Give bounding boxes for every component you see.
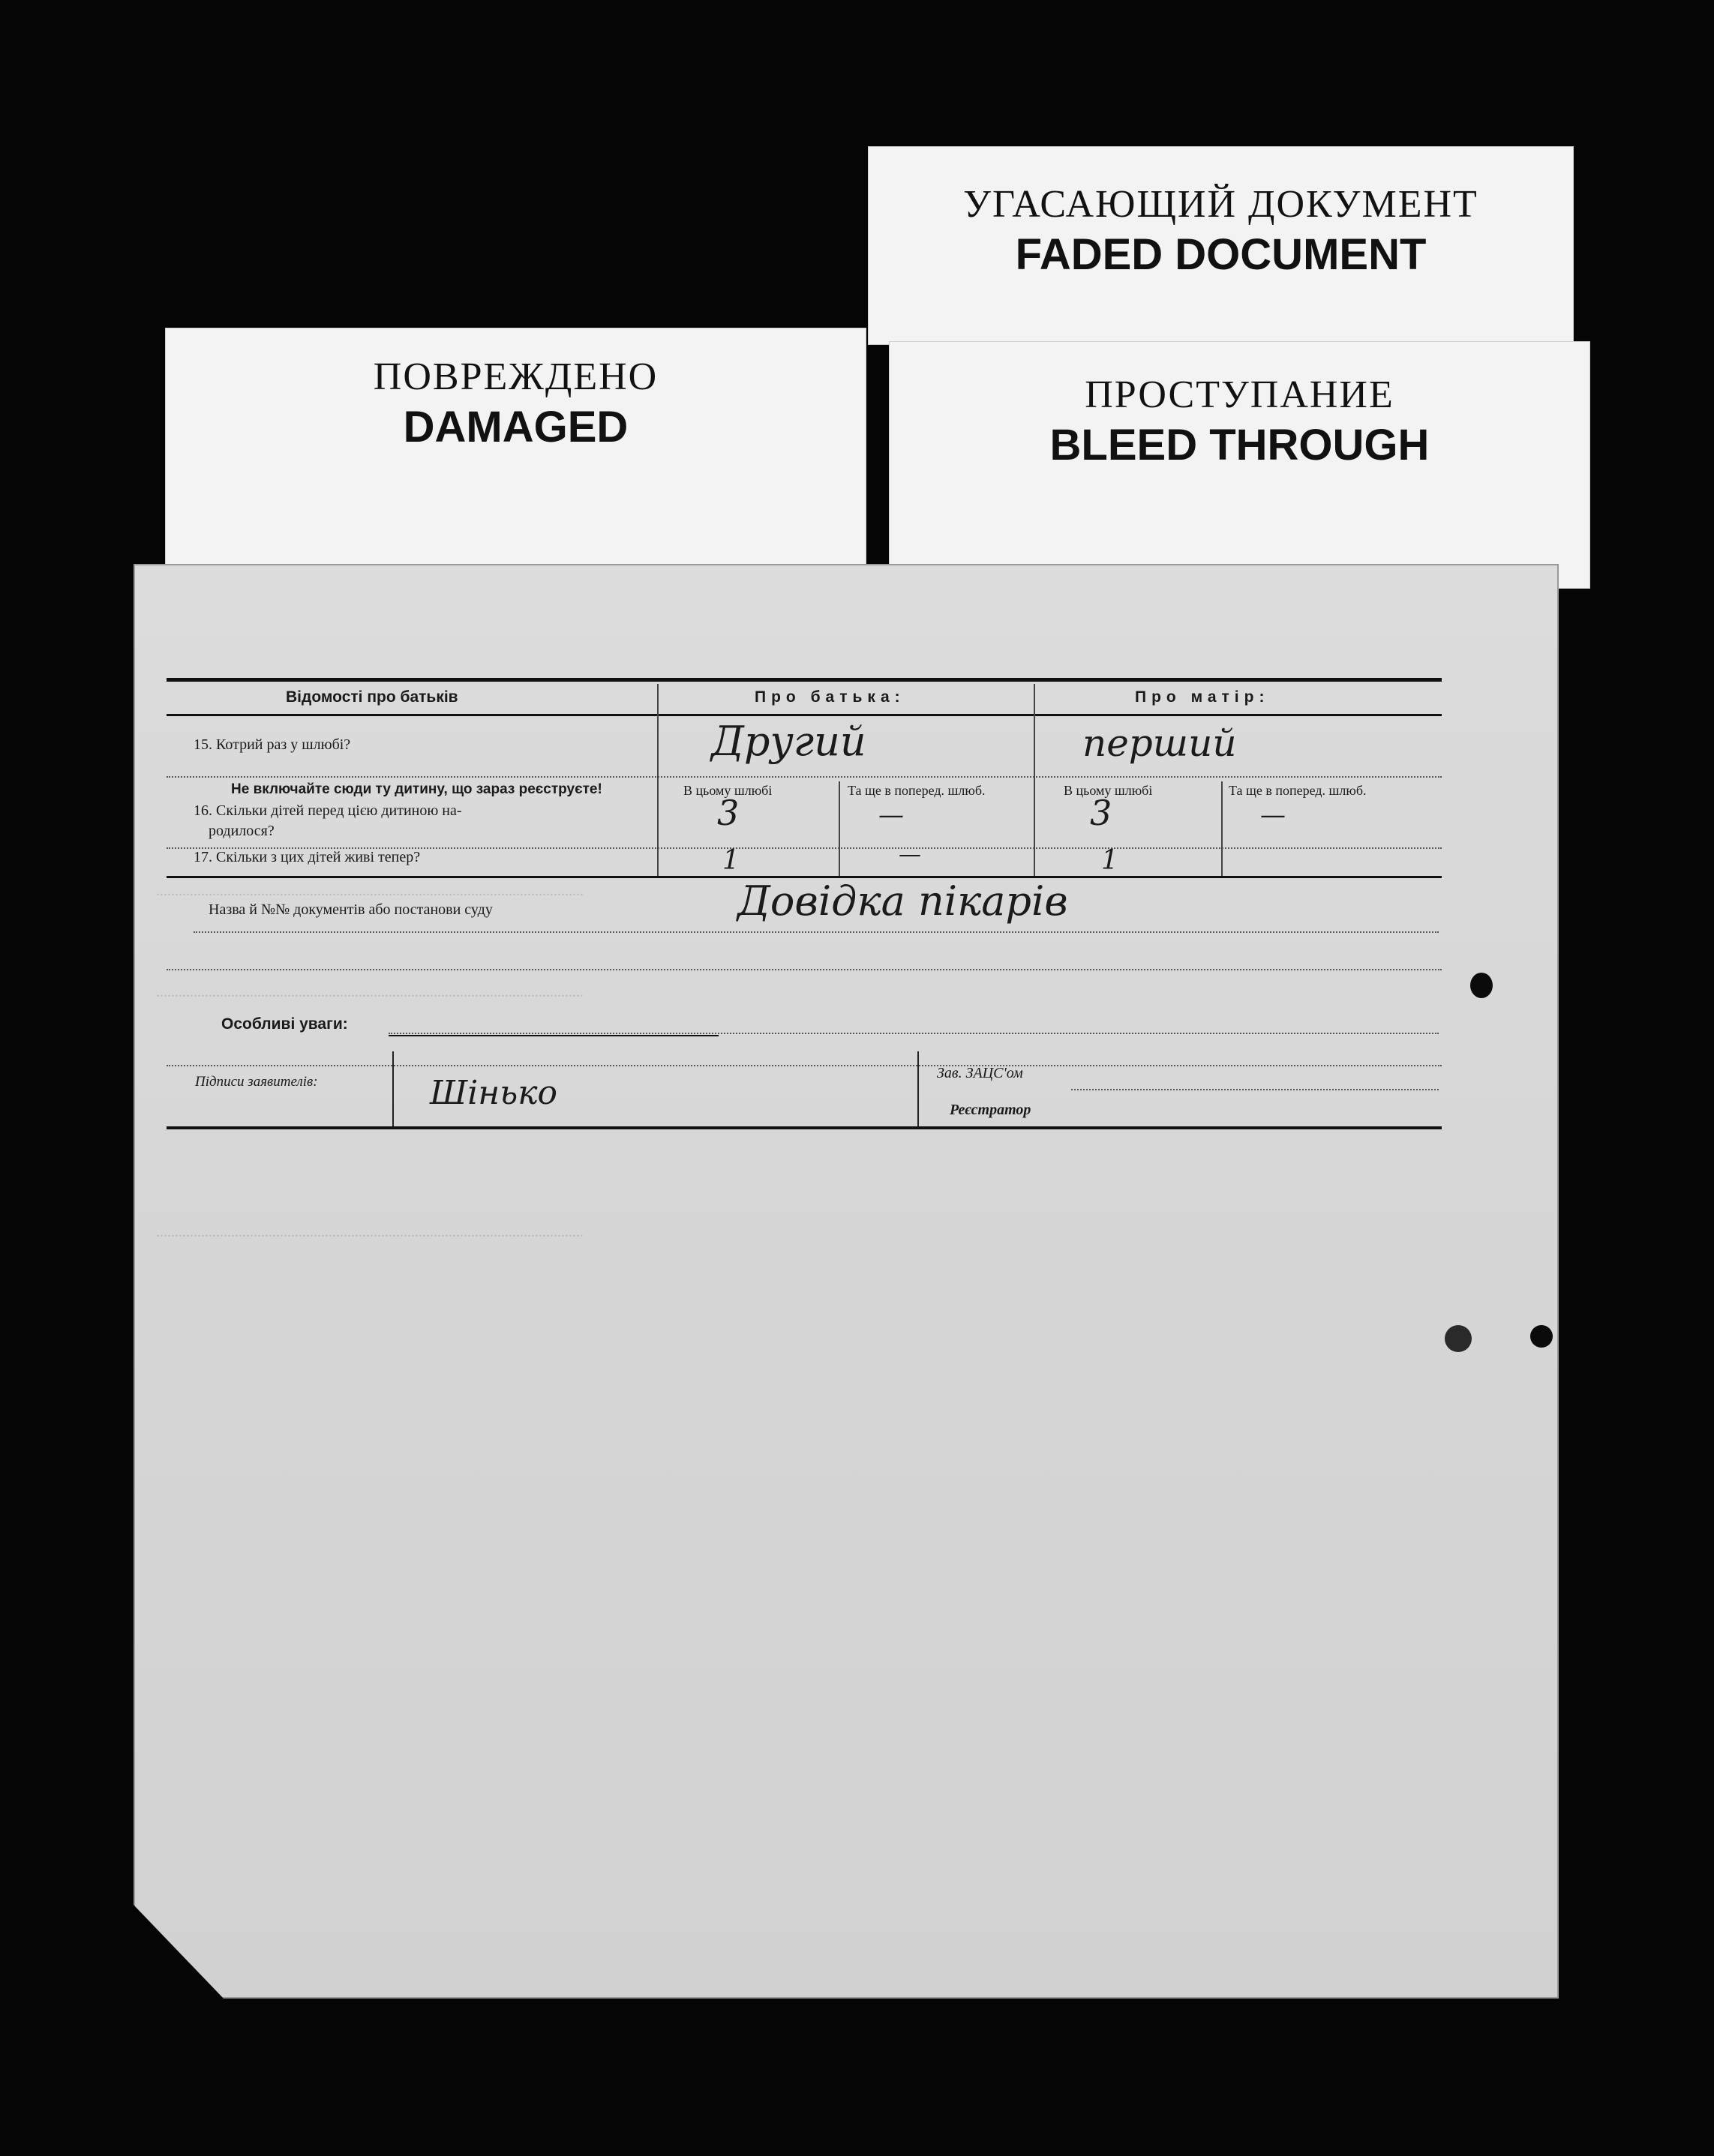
bleed-through-label xyxy=(889,341,1590,589)
father-this-marriage-head: В цьому шлюбі xyxy=(683,783,773,798)
bleed-label-en: BLEED THROUGH xyxy=(1049,421,1430,469)
bleed-through-text: .................................................................................................................. xyxy=(156,1224,584,1240)
q16-mother-this-value: 3 xyxy=(1090,793,1112,833)
q17-father-prev-value: — xyxy=(899,841,921,868)
faded-label-ru: УГАСАЮЩИЙ ДОКУМЕНТ xyxy=(963,183,1478,226)
zags-line xyxy=(1071,1089,1439,1090)
damaged-label-ru: ПОВРЕЖДЕНО xyxy=(373,355,659,398)
documents-line xyxy=(167,969,1442,970)
row-separator xyxy=(167,776,1442,778)
signature-box-left xyxy=(392,1051,394,1126)
q16-father-this-value: 3 xyxy=(717,793,740,833)
zags-head-label: Зав. ЗАЦС'ом xyxy=(937,1065,1023,1081)
father-prev-marriage-head: Та ще в поперед. шлюб. xyxy=(848,783,986,798)
folded-corner xyxy=(134,1905,224,1999)
mother-this-marriage-head: В цьому шлюбі xyxy=(1064,783,1153,798)
mother-prev-marriage-head: Та ще в поперед. шлюб. xyxy=(1229,783,1367,798)
form-bottom-rule xyxy=(167,1126,1442,1129)
damaged-label xyxy=(165,328,866,575)
remarks-stroke xyxy=(389,1035,719,1036)
bleed-label-ru: ПРОСТУПАНИЕ xyxy=(1085,373,1394,416)
registrar-label: Реєстратор xyxy=(950,1102,1031,1118)
punch-hole xyxy=(1470,973,1493,998)
column-divider xyxy=(839,781,840,877)
signatures-label: Підписи заявителів: xyxy=(195,1074,318,1090)
q16-label-line2: родилося? xyxy=(209,823,275,839)
documents-line xyxy=(194,931,1439,933)
q17-label: 17. Скільки з цих дітей живі тепер? xyxy=(194,849,421,865)
header-father: Про батька: xyxy=(755,688,905,706)
q15-father-value: Другий xyxy=(711,718,866,765)
punch-hole xyxy=(1530,1325,1553,1348)
q16-label-line1: 16. Скільки дітей перед цією дитиною на- xyxy=(194,802,462,819)
header-bottom-rule xyxy=(167,714,1442,716)
remarks-label: Особливі уваги: xyxy=(221,1015,348,1033)
faded-document-label xyxy=(868,146,1574,345)
q17-father-this-value: 1 xyxy=(722,845,740,876)
signature-value: Шінько xyxy=(430,1074,557,1112)
bleed-through-text: .................................................................................................................. xyxy=(156,883,584,899)
q16-father-prev-value: — xyxy=(878,800,904,830)
faded-label-en: FADED DOCUMENT xyxy=(1015,230,1427,279)
documents-label: Назва й №№ документів або постанови суду xyxy=(209,901,493,918)
registration-form-sheet xyxy=(134,564,1559,1999)
column-divider xyxy=(1221,781,1223,877)
damaged-label-en: DAMAGED xyxy=(403,403,629,451)
exclusion-note: Не включайте сюди ту дитину, що зараз реєструєте! xyxy=(231,781,602,797)
header-mother: Про матір: xyxy=(1135,688,1270,706)
signature-box-right xyxy=(917,1051,919,1126)
punch-hole xyxy=(1445,1325,1472,1352)
q15-label: 15. Котрий раз у шлюбі? xyxy=(194,736,351,753)
header-parents-info: Відомості про батьків xyxy=(286,688,458,706)
documents-value: Довідка пікарів xyxy=(737,877,1068,925)
remarks-line xyxy=(389,1033,1439,1034)
bleed-through-text: .................................................................................................................. xyxy=(156,984,584,1000)
q16-mother-prev-value: — xyxy=(1260,800,1286,830)
remarks-line xyxy=(167,1065,1442,1066)
q17-mother-this-value: 1 xyxy=(1101,845,1118,876)
table-top-rule xyxy=(167,678,1442,682)
q15-mother-value: перший xyxy=(1082,721,1237,765)
